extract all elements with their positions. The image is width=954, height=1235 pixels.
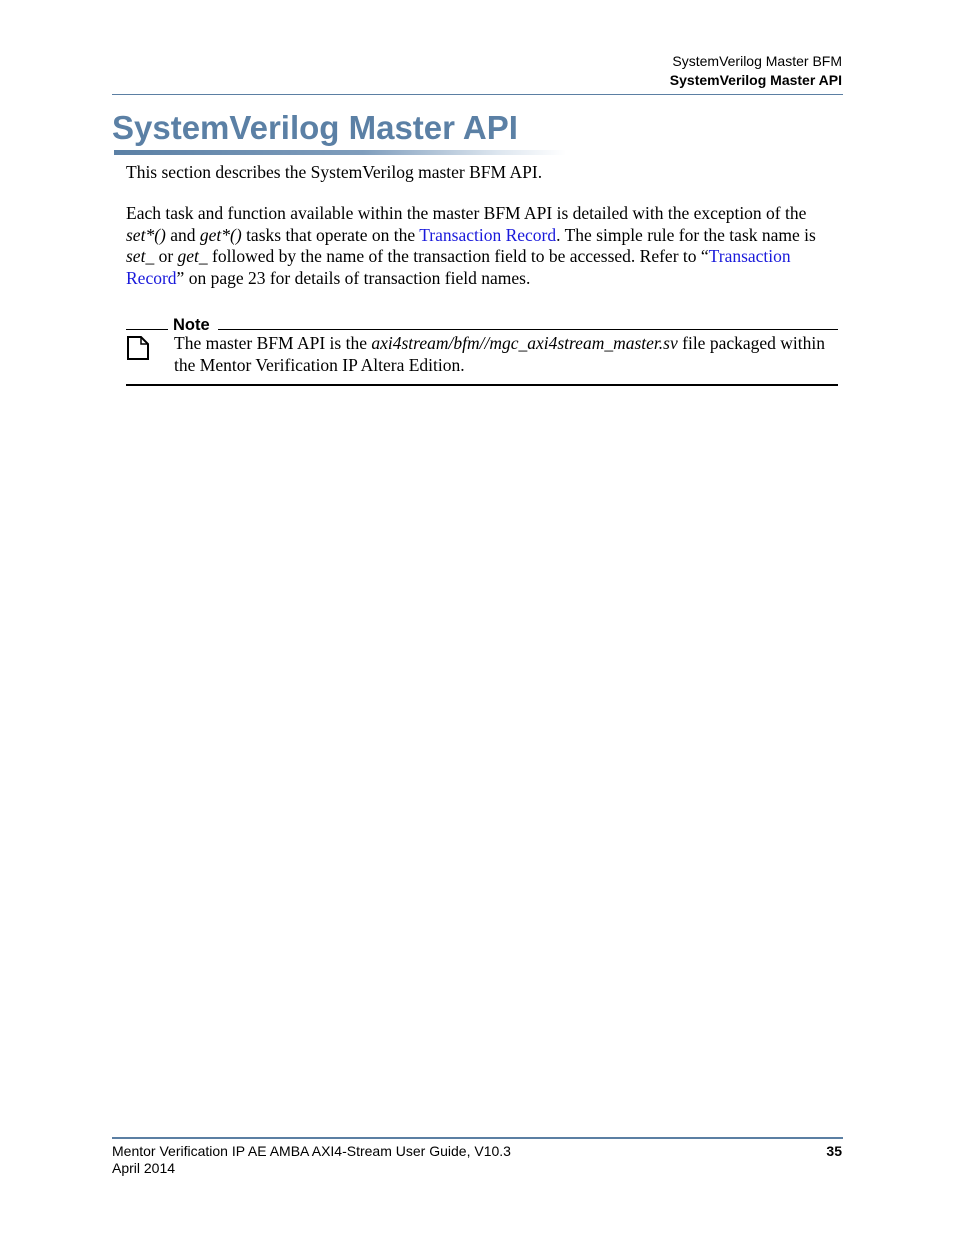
bfm-file-path: axi4stream/bfm//mgc_axi4stream_master.sv — [371, 333, 678, 353]
api-description-paragraph — [126, 203, 838, 289]
header-rule — [112, 94, 843, 95]
para-text: or — [154, 246, 178, 266]
page-number: 35 — [826, 1143, 842, 1159]
set-prefix: set_ — [126, 246, 155, 266]
note-page-icon — [126, 336, 150, 360]
para-text: ” on page 23 for details of transaction field names. — [176, 267, 531, 288]
get-function-name: get*() — [199, 224, 242, 245]
note-bottom-rule — [126, 384, 838, 386]
transaction-record-link[interactable]: Transaction Record — [419, 224, 557, 245]
running-header-section: SystemVerilog Master API — [669, 72, 842, 88]
set-function-name: set*() — [126, 224, 166, 245]
note-rule-left — [126, 329, 168, 330]
page-title: SystemVerilog Master API — [112, 109, 518, 146]
note-text-part: file packaged within the Mentor Verification IP Altera Edition. — [174, 333, 825, 375]
para-text: . The simple rule for the task name is — [556, 224, 816, 245]
note-text — [174, 333, 838, 376]
para-text: and — [165, 224, 200, 245]
note-rule-right — [218, 329, 838, 330]
footer-info — [112, 1143, 511, 1177]
note-box — [126, 314, 838, 386]
para-text: Each task and function available within the master BFM API is detailed with the exception of the — [126, 203, 807, 223]
note-label: Note — [173, 316, 210, 334]
transaction-record-ref-link[interactable]: Transaction Record — [126, 246, 791, 288]
para-text: tasks that operate on the — [241, 224, 420, 245]
note-text-part: The master BFM API is the — [174, 333, 372, 353]
footer-rule — [112, 1137, 843, 1139]
footer-date: April 2014 — [112, 1160, 176, 1176]
para-text: followed by the name of the transaction field to be accessed. Refer to “ — [207, 246, 709, 266]
intro-paragraph: This section describes the SystemVerilog master BFM API. — [126, 162, 543, 182]
footer-guide-title: Mentor Verification IP AE AMBA AXI4-Stream User Guide, V10.3 — [112, 1143, 511, 1159]
running-header-chapter: SystemVerilog Master BFM — [672, 53, 842, 69]
get-prefix: get_ — [177, 246, 208, 266]
title-underline — [114, 150, 566, 155]
running-header — [670, 52, 842, 90]
